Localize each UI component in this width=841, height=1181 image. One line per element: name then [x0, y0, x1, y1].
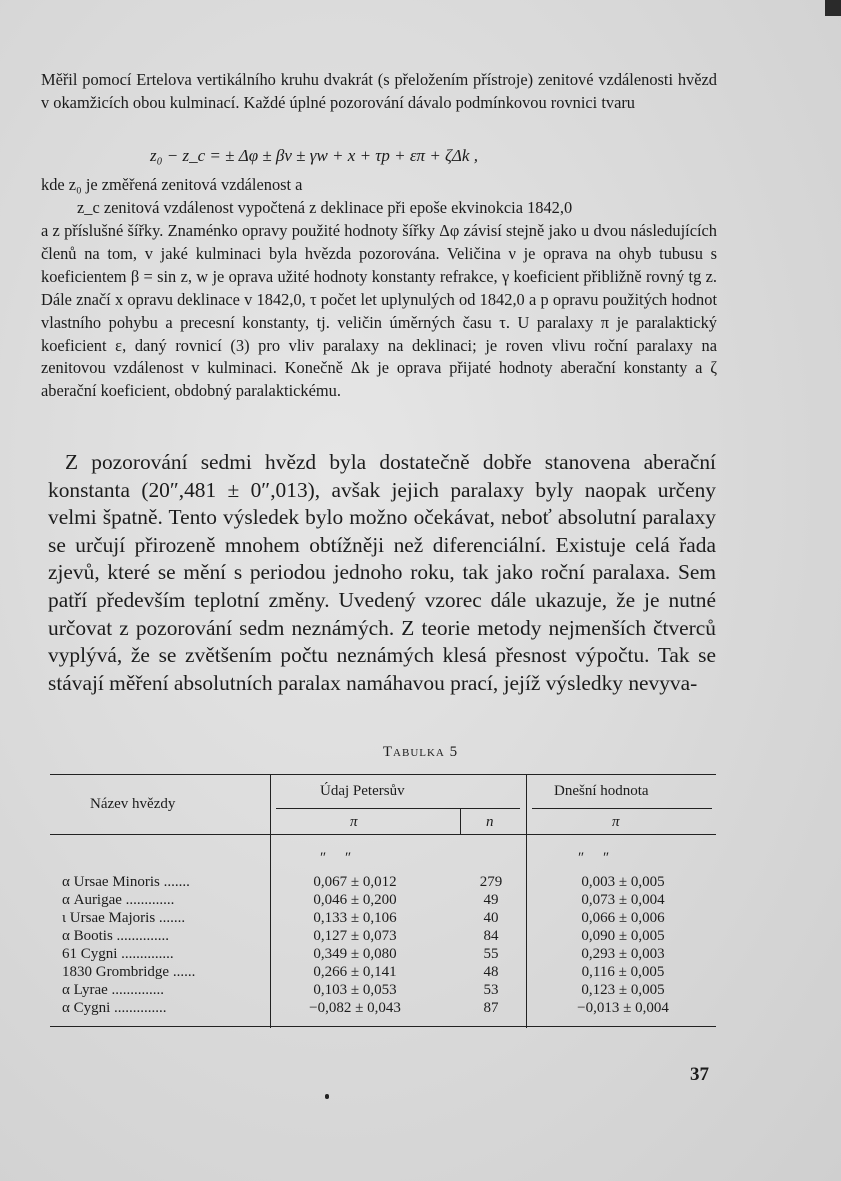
intro-paragraph: Měřil pomocí Ertelova vertikálního kruhu dvakrát (s přeložením přístroje) zenitové vzdálenosti hvězd v okamžicích obou kulminací. Každé úplné pozorování dávalo podmínkovou rovnici tvaru: [41, 70, 717, 113]
table-row: [50, 1000, 716, 1019]
definition-zc: z_c zenitová vzdálenost vypočtená z deklinace při epoše ekvinokcia 1842,0: [77, 198, 573, 217]
star-name: α Ursae Minoris .......: [62, 874, 190, 890]
main-paragraph: Z pozorování sedmi hvězd byla dostatečně dobře stanovena aberační konstanta (20″,481 ± 0″,013), avšak jejich paralaxy byly naopak určeny velmi špatně. Tento výsledek bylo možno očekávat, neboť absolutní paralaxy se určují přirozeně mnohem obtížněji než diferenciální. Existuje celá řada zjevů, které se mění s periodou jednoho roku, tak jako roční paralaxa. Sem patří především teplotní změny. Uvedený vzorec dále ukazuje, že je nutné určovat z pozorování sedm neznámých. Z teorie metody nejmenších čtverců vyplývá, že se zvětšením počtu neznámých klesá přesnost výpočtu. Tak se stávají měření absolutních paralax namáhavou prací, jejíž výsledky nevyva-: [48, 450, 716, 695]
observation-count: 49: [483, 892, 499, 908]
subheader-pi-today: π: [612, 814, 620, 830]
table-caption: Tabulka 5: [382, 744, 459, 760]
star-name: 1830 Grombridge ......: [62, 964, 196, 980]
subheader-pi-peters: π: [350, 814, 358, 830]
peters-parallax: 0,133 ± 0,106: [313, 910, 397, 926]
today-parallax: 0,116 ± 0,005: [581, 964, 665, 980]
header-star-name: Název hvězdy: [90, 796, 176, 812]
peters-parallax: 0,103 ± 0,053: [313, 982, 397, 998]
star-name: α Bootis ..............: [62, 928, 170, 944]
table-bottom-rule: [50, 1026, 716, 1027]
today-parallax: −0,013 ± 0,004: [577, 1000, 669, 1016]
peters-parallax: 0,046 ± 0,200: [313, 892, 397, 908]
unit-marks-peters: ″ ″: [320, 850, 352, 866]
subheader-n: n: [486, 814, 494, 830]
table-header-rule: [50, 834, 716, 835]
table-body-divider-1: [270, 834, 271, 1028]
today-underline: [532, 808, 712, 809]
today-parallax: 0,073 ± 0,004: [581, 892, 665, 908]
table-divider-3: [460, 808, 461, 834]
peters-parallax: 0,349 ± 0,080: [313, 946, 397, 962]
peters-parallax: 0,266 ± 0,141: [313, 964, 397, 980]
header-today: Dnešní hodnota: [554, 783, 649, 799]
peters-underline: [276, 808, 520, 809]
observation-count: 40: [483, 910, 499, 926]
table-row: [50, 874, 716, 893]
ink-speck: [325, 1094, 329, 1099]
observation-count: 48: [483, 964, 499, 980]
observation-count: 84: [483, 928, 499, 944]
parallax-table: [50, 774, 716, 1028]
table-row: [50, 928, 716, 947]
header-peters: Údaj Petersův: [320, 783, 405, 799]
definition-z0: kde z₀ je změřená zenitová vzdálenost a: [41, 175, 303, 194]
today-parallax: 0,123 ± 0,005: [581, 982, 665, 998]
table-row: [50, 982, 716, 1001]
table-row: [50, 964, 716, 983]
star-name: ι Ursae Majoris .......: [62, 910, 186, 926]
peters-parallax: 0,127 ± 0,073: [313, 928, 397, 944]
today-parallax: 0,003 ± 0,005: [581, 874, 665, 890]
table-top-rule: [50, 774, 716, 775]
scan-corner: [825, 0, 841, 16]
unit-marks-today: ″ ″: [578, 850, 610, 866]
table-body-divider-2: [526, 834, 527, 1028]
star-name: α Aurigae .............: [62, 892, 175, 908]
star-name: α Lyrae ..............: [62, 982, 165, 998]
observation-count: 53: [483, 982, 499, 998]
today-parallax: 0,293 ± 0,003: [581, 946, 665, 962]
explanation-paragraph: a z příslušné šířky. Znaménko opravy použité hodnoty šířky Δφ závisí stejně jako u dvou následujících členů na tom, v jaké kulminaci byla hvězda pozorována. Veličina ν je oprava na ohyb tubusu s koeficientem β = sin z, w je oprava užité hodnoty konstanty refrakce, γ koeficient přibližně rovný tg z. Dále značí x opravu deklinace v 1842,0, τ počet let uplynulých od 1842,0 a p opravu použitých hodnot vlastního pohybu a precesní konstanty, tj. veličin úměrných času τ. U paralaxy π je paralaktický koeficient ε, daný rovnicí (3) pro vliv paralaxy na deklinaci; je roven vlivu roční paralaxy na zenitovou vzdálenost v kulminaci. Konečně Δk je oprava přijaté hodnoty aberační konstanty a ζ aberační koeficient, obdobný paralaktickému.: [41, 221, 717, 401]
observation-count: 87: [483, 1000, 499, 1016]
star-name: 61 Cygni ..............: [62, 946, 174, 962]
table-divider-2: [526, 774, 527, 834]
page-number: 37: [690, 1064, 709, 1085]
observation-count: 55: [483, 946, 499, 962]
table-divider-1: [270, 774, 271, 834]
table-row: [50, 910, 716, 929]
condition-equation: z₀ − z_c = ± Δφ ± βν ± γw + x + τp + επ + ζΔk ,: [150, 146, 478, 165]
table-row: [50, 892, 716, 911]
today-parallax: 0,090 ± 0,005: [581, 928, 665, 944]
peters-parallax: −0,082 ± 0,043: [309, 1000, 401, 1016]
peters-parallax: 0,067 ± 0,012: [313, 874, 397, 890]
table-row: [50, 946, 716, 965]
star-name: α Cygni ..............: [62, 1000, 167, 1016]
observation-count: 279: [479, 874, 503, 890]
today-parallax: 0,066 ± 0,006: [581, 910, 665, 926]
